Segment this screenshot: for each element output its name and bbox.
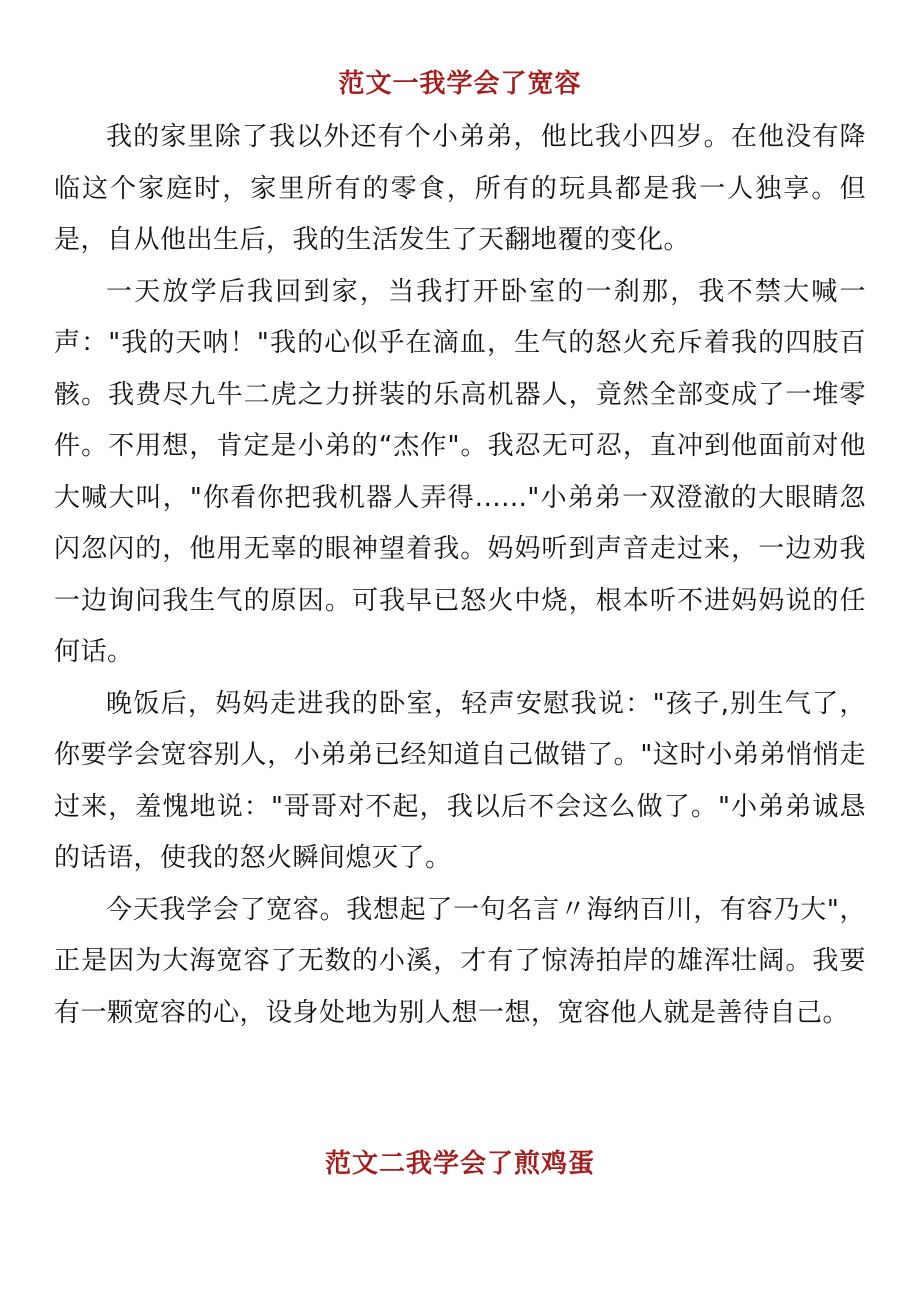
essay-1-body [54,112,866,1039]
essay-2-title: 范文二我学会了煎鸡蛋 [324,1149,595,1179]
essay-1-paragraph-1: 我的家里除了我以外还有个小弟弟，他比我小四岁。在他没有降临这个家庭时，家里所有的零食，所有的玩具都是我一人独享。但是，自从他出生后，我的生活发生了天翻地覆的变化。 [54,122,866,255]
essay-1-paragraph-3: 晚饭后，妈妈走进我的卧室，轻声安慰我说："孩子,别生气了，你要学会宽容别人，小弟弟已经知道自己做错了。"这时小弟弟悄悄走过来，羞愧地说："哥哥对不起，我以后不会这么做了。"小弟弟诚恳的话语，使我的怒火瞬间熄灭了。 [54,688,866,873]
essay-1-title: 范文一我学会了宽容 [338,69,582,99]
essay-1-paragraph-2: 一天放学后我回到家，当我打开卧室的一刹那，我不禁大喊一声："我的天呐！"我的心似乎在滴血，生气的怒火充斥着我的四肢百骸。我费尽九牛二虎之力拼装的乐高机器人，竟然全部变成了一堆零件。不用想，肯定是小弟的“杰作"。我忍无可忍，直冲到他面前对他大喊大叫，"你看你把我机器人弄得......"小弟弟一双澄澈的大眼睛忽闪忽闪的，他用无辜的眼神望着我。妈妈听到声音走过来，一边劝我一边询问我生气的原因。可我早已怒火中烧，根本听不进妈妈说的任何话。 [54,276,866,667]
essay-1-paragraph-4: 今天我学会了宽容。我想起了一句名言〃海纳百川，有容乃大"，正是因为大海宽容了无数的小溪，才有了惊涛拍岸的雄浑壮阔。我要有一颗宽容的心，设身处地为别人想一想，宽容他人就是善待自己。 [54,894,866,1028]
